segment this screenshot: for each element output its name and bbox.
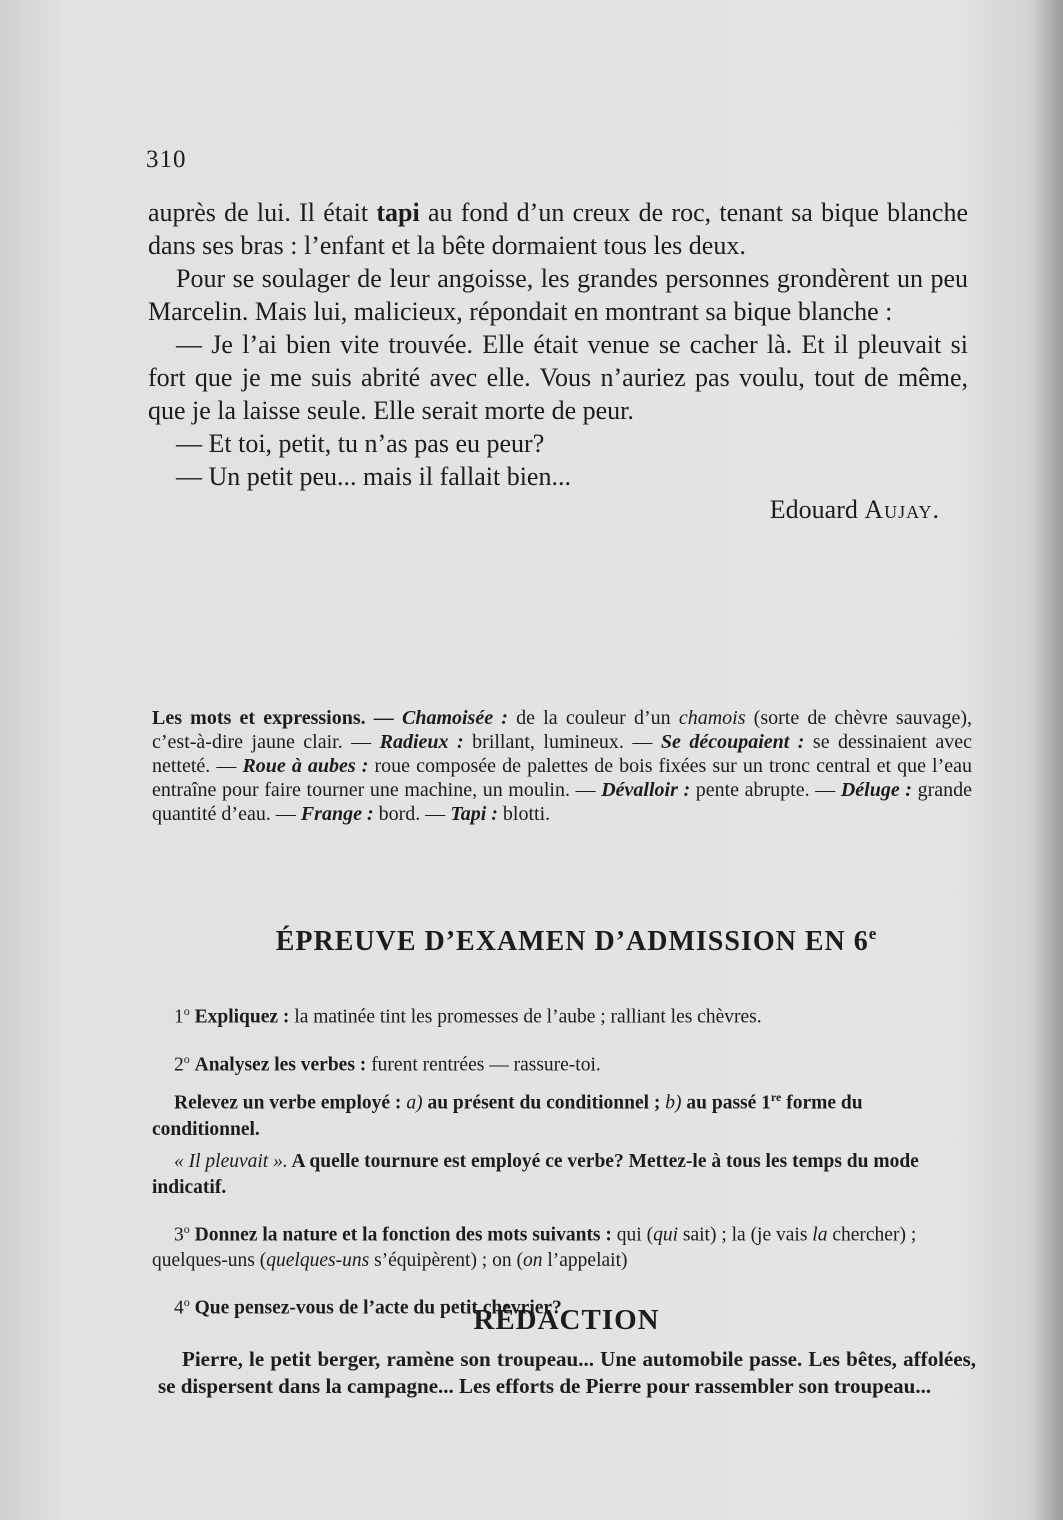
story-paragraph-2: Pour se soulager de leur angoisse, les grandes personnes grondèrent un peu Marcelin. Mais lui, malicieux, répondait en montrant sa bique blanche :	[148, 264, 968, 326]
glossary-term: Tapi :	[450, 803, 498, 825]
glossary: Les mots et expressions. — Chamoisée : de la couleur d’un chamois (sorte de chèvre sauvage), c’est-à-dire jaune clair. — Radieux : brillant, lumineux. — Se découpaient : se dessinaient avec netteté. — Roue à aubes : roue composée de palettes de bois fixées sur un tronc central et que l’eau entraîne pour faire tourner une machine, un moulin. — Dévalloir : pente abrupte. — Déluge : grande quantité d’eau. — Frange : bord. — Tapi : blotti.	[152, 707, 973, 825]
author-signature: Edouard Aujay.	[769, 495, 940, 524]
glossary-term: Déluge :	[840, 779, 912, 801]
glossary-heading: Les mots et expressions. —	[152, 707, 394, 729]
glossary-term: Frange :	[300, 803, 374, 825]
page-number: 310	[146, 146, 187, 173]
exam-title: ÉPREUVE D’EXAMEN D’ADMISSION EN 6e	[275, 924, 878, 957]
glossary-term: Radieux :	[379, 731, 464, 753]
glossary-term: Se découpaient :	[660, 731, 805, 753]
story-dialogue-1: — Je l’ai bien vite trouvée. Elle était venue se cacher là. Et il pleuvait si fort que je me suis abrité avec elle. Vous n’auriez pas voulu, tout de même, que je la laisse seule. Elle serait morte de peur.	[148, 330, 968, 425]
glossary-term: Chamoisée :	[401, 707, 508, 729]
redaction-title: RÉDACTION	[473, 1304, 660, 1336]
question-2c: « Il pleuvait ». A quelle tournure est employé ce verbe? Mettez-le à tous les temps du mode indicatif.	[152, 1150, 919, 1198]
redaction-prompt: Pierre, le petit berger, ramène son troupeau... Une automobile passe. Les bêtes, affolées, se dispersent dans la campagne... Les efforts de Pierre pour rassembler son troupeau...	[158, 1347, 976, 1398]
question-4: 4$^o$ Que pensez-vous de l’acte du petit chevrier?	[174, 1295, 562, 1319]
exam-questions	[152, 998, 972, 1322]
question-2: 2$^o$ Analysez les verbes : furent rentrées — rassure-toi.	[174, 1051, 601, 1075]
story-text	[148, 196, 968, 526]
story-dialogue-3: — Un petit peu... mais il fallait bien...	[176, 462, 571, 491]
story-paragraph-1: auprès de lui. Il était tapi au fond d’un creux de roc, tenant sa bique blanche dans ses bras : l’enfant et la bête dormaient tous les deux.	[148, 198, 968, 260]
story-dialogue-2: — Et toi, petit, tu n’as pas eu peur?	[176, 429, 545, 458]
glossary-term: Roue à aubes :	[242, 755, 369, 777]
question-3: 3$^o$ Donnez la nature et la fonction des mots suivants : qui (qui sait) ; la (je vais la chercher) ; quelques-uns (quelques-uns s’équipèrent) ; on (on l’appelait)	[152, 1221, 917, 1271]
bold-word-tapi: tapi	[376, 198, 420, 227]
glossary-term: Dévalloir :	[601, 779, 691, 801]
question-1: 1$^o$ Expliquez : la matinée tint les promesses de l’aube ; ralliant les chèvres.	[174, 1004, 762, 1028]
question-2b: Relevez un verbe employé : a) au présent du conditionnel ; b) au passé 1re forme du conditionnel.	[152, 1090, 863, 1140]
